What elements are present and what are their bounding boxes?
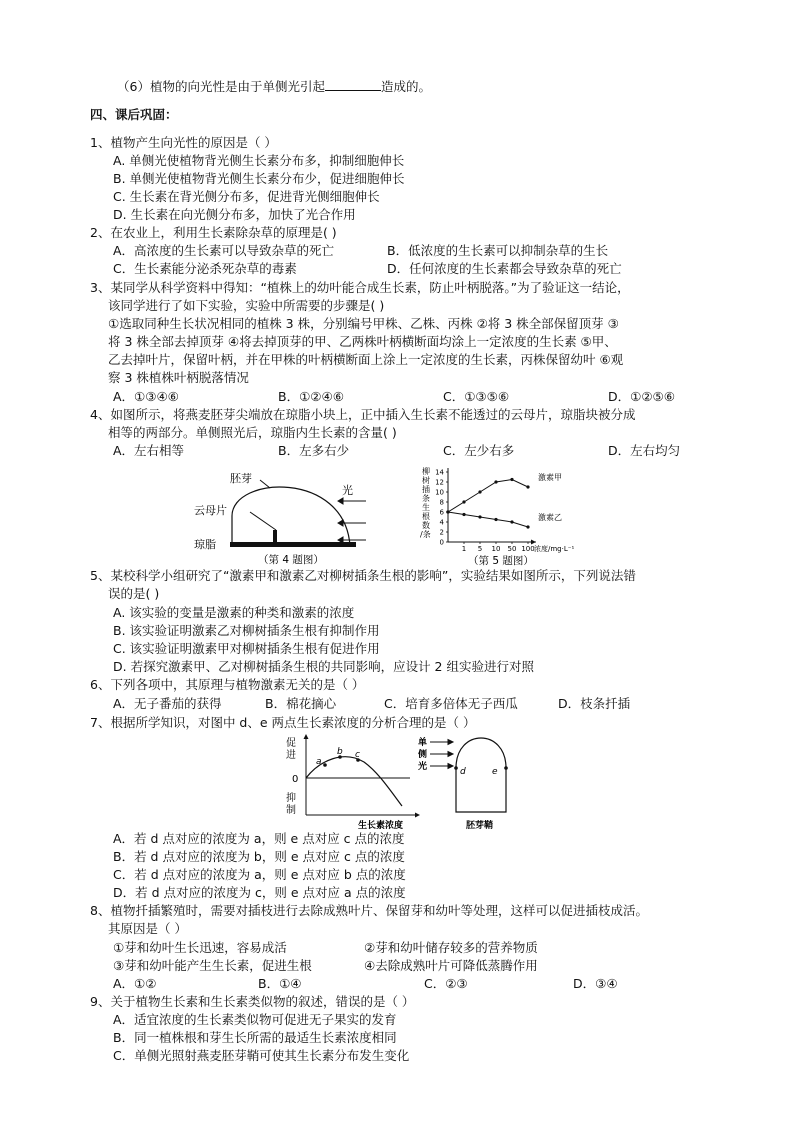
ylabel-char: 柳 [422,467,430,476]
data-point [446,510,449,513]
x-axis-label: 生长素浓度 [358,821,404,831]
label-inhibit-char: 抑 [286,793,296,804]
light-arrows [430,740,453,769]
x-tick-label: 5 [477,545,483,553]
point-e [504,766,508,770]
q6-option-b[interactable]: B．棉花摘心 [265,696,337,711]
q4-option-d[interactable]: D．左右均匀 [608,443,681,458]
q2-option-c[interactable]: C．生长素能分泌杀死杂草的毒素 [113,261,297,276]
label-d: d [460,767,466,777]
data-point [462,500,465,503]
q7-option-b[interactable]: B．若 d 点对应的浓度为 b，则 e 点对应 c 点的浓度 [113,849,405,864]
q6-text-post: 造成的。 [380,79,431,94]
q3-line-3: ①选取同种生长状况相同的植株 3 株，分别编号甲株、乙株、丙株 ②将 3 株全部保留顶芽 ③ [108,316,619,331]
y-tick-label: 2 [439,528,444,537]
q3-option-d[interactable]: D．①②⑤⑥ [608,389,675,404]
ylabel-char: 插 [422,485,430,494]
ylabel-char: 生 [422,503,430,512]
q2-option-d[interactable]: D．任何浓度的生长素都会导致杂草的死亡 [387,261,622,276]
q7-option-c[interactable]: C．若 d 点对应的浓度为 a，则 e 点对应 b 点的浓度 [113,867,406,882]
q8-statement-1: ①芽和幼叶生长迅速，容易成活 [113,940,287,955]
label-zero: 0 [292,774,299,785]
q2-option-b[interactable]: B．低浓度的生长素可以抑制杂草的生长 [387,243,609,258]
q9-option-b[interactable]: B．同一植株根和芽生长所需的最适生长素浓度相同 [113,1030,397,1045]
q2-option-a[interactable]: A．高浓度的生长素可以导致杂草的死亡 [113,243,335,258]
q5-option-a[interactable]: A. 该实验的变量是激素的种类和激素的浓度 [113,605,355,620]
y-axis-arrow [304,734,309,739]
figure-5-caption: （第 5 题图） [468,555,534,567]
data-point [494,518,497,521]
figure-4-coleoptile-diagram [190,466,390,566]
y-ticks [435,469,448,547]
point-a [323,763,327,767]
data-point [526,525,529,528]
label-e: e [492,767,498,777]
x-axis-arrow [531,540,536,545]
label-coleoptile: 胚芽 [230,472,252,485]
data-point [510,520,513,523]
q6-option-a[interactable]: A．无子番茄的获得 [113,696,222,711]
q1-option-c[interactable]: C. 生长素在背光侧分布多，促进背光侧细胞伸长 [113,189,380,204]
coleoptile-outline [232,487,350,546]
y-axis-label [420,466,431,539]
q4-line-2: 相等的两部分。单侧照光后，琼脂内生长素的含量( ) [108,425,397,440]
coleoptile-label: 胚芽鞘 [466,821,494,831]
y-tick-label: 14 [435,468,444,477]
q8-statement-4: ④去除成熟叶片可降低蒸腾作用 [364,958,538,973]
q8-statement-3: ③芽和幼叶能产生生长素，促进生根 [113,958,312,973]
series-line-hormone-b [448,512,528,527]
y-tick-label: 6 [439,508,444,517]
q6-option-c[interactable]: C．培育多倍体无子西瓜 [384,696,518,711]
q3-option-c[interactable]: C．①③⑤⑥ [443,389,510,404]
mica-leader-line [250,512,276,530]
q1-option-d[interactable]: D. 生长素在向光侧分布多，加快了光合作用 [113,207,356,222]
x-tick-label: 10 [491,545,501,553]
label-a: a [316,757,322,767]
light-label-char: 光 [418,762,428,772]
data-point [526,485,529,488]
x-tick-label: 50 [507,545,517,553]
q5-option-d[interactable]: D. 若探究激素甲、乙对柳树插条生根的共同影响，应设计 2 组实验进行对照 [113,659,534,674]
y-tick-label: 10 [435,488,444,497]
q8-statement-2: ②芽和幼叶储存较多的营养物质 [364,940,538,955]
q3-line-2: 该同学进行了如下实验，实验中所需要的步骤是( ) [108,298,385,313]
q2-stem: 2、在农业上，利用生长素除杂草的原理是( ) [90,225,337,240]
y-tick-label: 4 [439,518,444,527]
figure-7-diagram [282,732,518,832]
q1-stem: 1、植物产生向光性的原因是（ ） [90,135,277,150]
q9-stem: 9、关于植物生长素和生长素类似物的叙述，错误的是（ ） [90,994,415,1009]
q9-option-a[interactable]: A．适宜浓度的生长素类似物可促进无子果实的发育 [113,1012,397,1027]
point-d [454,766,458,770]
data-point [510,478,513,481]
q5-option-b[interactable]: B. 该实验证明激素乙对柳树插条生根有抑制作用 [113,623,380,638]
label-promote-char: 促 [286,738,296,749]
q7-stem: 7、根据所学知识，对图中 d、e 两点生长素浓度的分析合理的是（ ） [90,715,476,730]
q4-option-a[interactable]: A．左右相等 [113,443,185,458]
agar-block [230,542,356,547]
light-label-char: 侧 [418,750,428,760]
q3-line-5: 乙去掉叶片，保留叶柄，并在甲株的叶柄横断面上涂上一定浓度的生长素，丙株保留幼叶 ⑥观 [108,352,624,367]
series-line-hormone-a [448,480,528,513]
ylabel-char: 数 [422,521,430,530]
y-tick-label: 0 [439,538,444,547]
answer-blank[interactable] [325,78,381,91]
q4-option-b[interactable]: B．左多右少 [278,443,350,458]
x-tick-label: 100 [521,545,535,553]
data-point [478,515,481,518]
q3-option-a[interactable]: A．①③④⑥ [113,389,179,404]
q6-text-pre: （6）植物的向光性是由于单侧光引起 [117,79,325,94]
label-c: c [355,750,360,760]
q7-option-d[interactable]: D．若 d 点对应的浓度为 c，则 e 点对应 a 点的浓度 [113,885,406,900]
mica-sheet [273,530,277,543]
x-ticks [462,542,535,553]
q4-line-1: 4、如图所示，将燕麦胚芽尖端放在琼脂小块上，正中插入生长素不能透过的云母片，琼脂块被分成 [90,407,636,422]
q3-option-b[interactable]: B．①②④⑥ [278,389,344,404]
ylabel-char: /条 [420,530,431,539]
label-light: 光 [342,484,353,497]
fill-in-question-6 [117,78,431,95]
y-tick-label: 8 [439,498,444,507]
q5-line-2: 误的是( ) [108,586,160,601]
ylabel-char: 树 [422,476,430,485]
q6-stem: 6、下列各项中，其原理与植物激素无关的是（ ） [90,677,365,692]
coleoptile-leader-line [260,480,270,488]
section-title: 四、课后巩固： [90,107,178,122]
y-tick-label: 12 [435,478,444,487]
q8-line-1: 8、植物扦插繁殖时，需要对插枝进行去除成熟叶片、保留芽和幼叶等处理，这样可以促进插枝成活。 [90,903,648,918]
x-axis-label: 浓度/mg·L⁻¹ [534,545,575,553]
q8-option-b[interactable]: B．①④ [258,976,302,991]
label-inhibit-char: 制 [286,805,296,816]
label-promote-char: 进 [286,750,296,761]
series-label-hormone-b: 激素乙 [538,513,562,522]
label-b: b [337,747,343,757]
figure-4-caption: （第 4 题图） [258,554,324,566]
q8-line-2: 其原因是（ ） [108,921,187,936]
q7-option-a[interactable]: A．若 d 点对应的浓度为 a，则 e 点对应 c 点的浓度 [113,831,405,846]
q5-option-c[interactable]: C. 该实验证明激素甲对柳树插条生根有促进作用 [113,641,380,656]
q9-option-c[interactable]: C．单侧光照射燕麦胚芽鞘可使其生长素分布发生变化 [113,1048,410,1063]
data-point [494,480,497,483]
x-axis-arrow [415,813,420,818]
label-agar: 琼脂 [194,538,216,551]
light-arrows [338,498,366,543]
q5-line-1: 5、某校科学小组研究了“激素甲和激素乙对柳树插条生根的影响”，实验结果如图所示，下列说法错 [90,568,636,583]
q6-option-d[interactable]: D．枝条扦插 [558,696,631,711]
ylabel-char: 根 [422,512,430,521]
q3-line-1: 3、某同学从科学资料中得知：“植株上的幼叶能合成生长素，防止叶柄脱落。”为了验证这一结论， [90,280,630,295]
q3-line-4: 将 3 株全部去掉顶芽 ④将去掉顶芽的甲、乙两株叶柄横断面均涂上一定浓度的生长素 ⑤甲、 [108,334,617,349]
figure-5-chart [418,462,598,568]
data-point [462,513,465,516]
data-point [478,490,481,493]
q3-line-6: 察 3 株植株叶柄脱落情况 [108,370,249,385]
label-mica: 云母片 [194,504,227,517]
q8-option-a[interactable]: A．①② [113,976,157,991]
series-label-hormone-a: 激素甲 [538,473,562,482]
q8-option-d[interactable]: D．③④ [573,976,618,991]
x-tick-label: 1 [461,545,467,553]
series-group [446,478,529,529]
q8-option-c[interactable]: C．②③ [424,976,468,991]
light-label-char: 单 [418,738,428,748]
q1-option-b[interactable]: B. 单侧光使植物背光侧生长素分布少，促进细胞伸长 [113,171,405,186]
q4-option-c[interactable]: C．左少右多 [443,443,515,458]
ylabel-char: 条 [422,494,430,503]
q1-option-a[interactable]: A. 单侧光使植物背光侧生长素分布多，抑制细胞伸长 [113,153,405,168]
